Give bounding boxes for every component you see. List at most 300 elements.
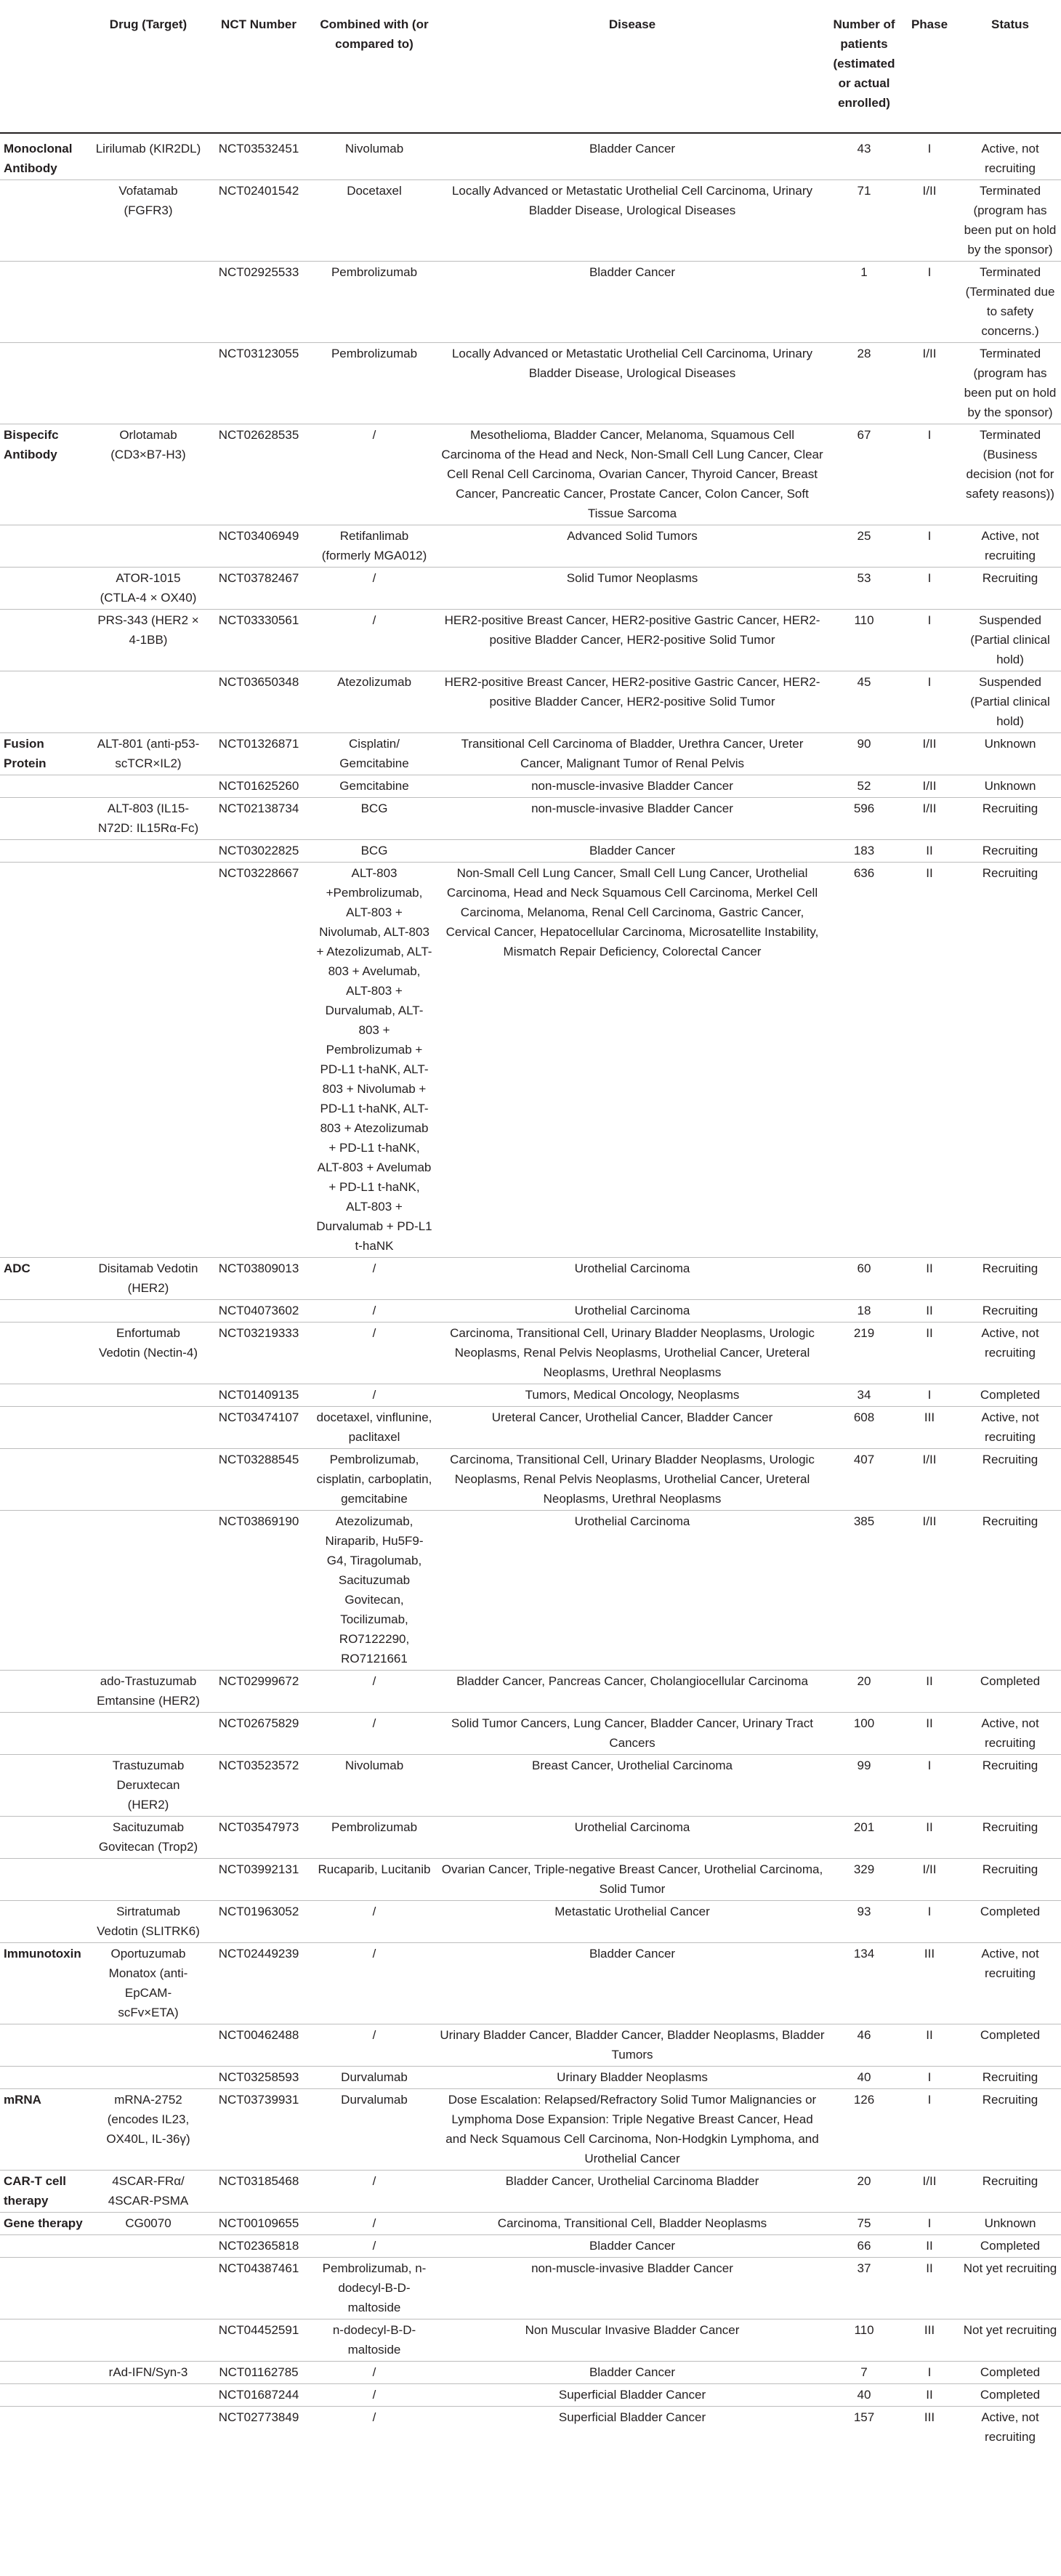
table-row bbox=[0, 2067, 1061, 2089]
category-cell bbox=[0, 1859, 92, 1901]
patients-cell: 99 bbox=[828, 1755, 900, 1817]
drug-cell bbox=[92, 2024, 205, 2067]
patients-cell: 90 bbox=[828, 733, 900, 775]
drug-cell: Vofatamab (FGFR3) bbox=[92, 180, 205, 262]
disease-cell: Locally Advanced or Metastatic Urothelial Cell Carcinoma, Urinary Bladder Disease, Urological Diseases bbox=[436, 180, 828, 262]
combined-cell: / bbox=[312, 1323, 436, 1384]
table-row bbox=[0, 2362, 1061, 2384]
nct-cell: NCT00462488 bbox=[205, 2024, 312, 2067]
disease-cell: Urinary Bladder Neoplasms bbox=[436, 2067, 828, 2089]
phase-cell: I bbox=[900, 1384, 959, 1407]
combined-cell: / bbox=[312, 1258, 436, 1300]
disease-cell: Bladder Cancer, Pancreas Cancer, Cholangiocellular Carcinoma bbox=[436, 1671, 828, 1713]
drug-cell bbox=[92, 1300, 205, 1323]
status-cell: Recruiting bbox=[959, 2067, 1061, 2089]
disease-cell: Bladder Cancer bbox=[436, 840, 828, 863]
combined-cell: Gemcitabine bbox=[312, 775, 436, 798]
patients-cell: 25 bbox=[828, 525, 900, 568]
phase-cell: I/II bbox=[900, 775, 959, 798]
table-row bbox=[0, 2319, 1061, 2362]
patients-cell: 67 bbox=[828, 424, 900, 525]
header-phase: Phase bbox=[900, 0, 959, 133]
drug-cell bbox=[92, 671, 205, 733]
status-cell: Not yet recruiting bbox=[959, 2319, 1061, 2362]
combined-cell: / bbox=[312, 568, 436, 610]
combined-cell: n-dodecyl-B-D-maltoside bbox=[312, 2319, 436, 2362]
phase-cell: III bbox=[900, 1407, 959, 1449]
drug-cell: ATOR-1015 (CTLA-4 × OX40) bbox=[92, 568, 205, 610]
drug-cell: Oportuzumab Monatox (anti-EpCAM-scFv×ETA) bbox=[92, 1943, 205, 2024]
nct-cell: NCT01409135 bbox=[205, 1384, 312, 1407]
status-cell: Completed bbox=[959, 1384, 1061, 1407]
status-cell: Recruiting bbox=[959, 1817, 1061, 1859]
phase-cell: II bbox=[900, 1817, 959, 1859]
drug-cell: Sirtratumab Vedotin (SLITRK6) bbox=[92, 1901, 205, 1943]
category-cell bbox=[0, 1817, 92, 1859]
status-cell: Active, not recruiting bbox=[959, 1407, 1061, 1449]
nct-cell: NCT01162785 bbox=[205, 2362, 312, 2384]
table-row bbox=[0, 1671, 1061, 1713]
nct-cell: NCT04073602 bbox=[205, 1300, 312, 1323]
table-row bbox=[0, 863, 1061, 1258]
patients-cell: 110 bbox=[828, 2319, 900, 2362]
table-row bbox=[0, 610, 1061, 671]
disease-cell: Superﬁcial Bladder Cancer bbox=[436, 2384, 828, 2407]
disease-cell: Bladder Cancer bbox=[436, 133, 828, 180]
drug-cell: PRS-343 (HER2 × 4-1BB) bbox=[92, 610, 205, 671]
category-cell bbox=[0, 1901, 92, 1943]
phase-cell: I bbox=[900, 424, 959, 525]
combined-cell: / bbox=[312, 2407, 436, 2449]
disease-cell: Dose Escalation: Relapsed/Refractory Solid Tumor Malignancies or Lymphoma Dose Expansion: Triple Negative Breast Cancer, Head and Neck Squamous Cell Carcinoma, Non-Hodgkin Lymphoma, and Urothelial Cancer bbox=[436, 2089, 828, 2171]
phase-cell: III bbox=[900, 1943, 959, 2024]
phase-cell: I/II bbox=[900, 1511, 959, 1671]
nct-cell: NCT03022825 bbox=[205, 840, 312, 863]
header-disease: Disease bbox=[436, 0, 828, 133]
phase-cell: I bbox=[900, 525, 959, 568]
combined-cell: Nivolumab bbox=[312, 1755, 436, 1817]
phase-cell: I bbox=[900, 2362, 959, 2384]
table-row bbox=[0, 1859, 1061, 1901]
table-row bbox=[0, 2089, 1061, 2171]
table-row bbox=[0, 1300, 1061, 1323]
nct-cell: NCT03547973 bbox=[205, 1817, 312, 1859]
combined-cell: / bbox=[312, 2235, 436, 2258]
drug-cell bbox=[92, 2235, 205, 2258]
status-cell: Completed bbox=[959, 2024, 1061, 2067]
combined-cell: / bbox=[312, 2213, 436, 2235]
nct-cell: NCT04387461 bbox=[205, 2258, 312, 2319]
table-row bbox=[0, 1449, 1061, 1511]
disease-cell: Non Muscular Invasive Bladder Cancer bbox=[436, 2319, 828, 2362]
status-cell: Terminated (Business decision (not for safety reasons)) bbox=[959, 424, 1061, 525]
table-row bbox=[0, 1755, 1061, 1817]
drug-cell: Sacituzumab Govitecan (Trop2) bbox=[92, 1817, 205, 1859]
patients-cell: 53 bbox=[828, 568, 900, 610]
category-cell: Monoclonal Antibody bbox=[0, 133, 92, 180]
table-row bbox=[0, 2384, 1061, 2407]
combined-cell: / bbox=[312, 1384, 436, 1407]
category-cell: Gene therapy bbox=[0, 2213, 92, 2235]
nct-cell: NCT02138734 bbox=[205, 798, 312, 840]
nct-cell: NCT03474107 bbox=[205, 1407, 312, 1449]
nct-cell: NCT04452591 bbox=[205, 2319, 312, 2362]
status-cell: Completed bbox=[959, 1901, 1061, 1943]
table-row bbox=[0, 180, 1061, 262]
combined-cell: / bbox=[312, 2362, 436, 2384]
table-row bbox=[0, 2407, 1061, 2449]
category-cell bbox=[0, 863, 92, 1258]
disease-cell: Bladder Cancer bbox=[436, 262, 828, 343]
disease-cell: Bladder Cancer bbox=[436, 1943, 828, 2024]
patients-cell: 596 bbox=[828, 798, 900, 840]
disease-cell: non-muscle-invasive Bladder Cancer bbox=[436, 775, 828, 798]
category-cell bbox=[0, 2235, 92, 2258]
category-cell bbox=[0, 1323, 92, 1384]
category-cell bbox=[0, 2067, 92, 2089]
category-cell bbox=[0, 1449, 92, 1511]
header-row bbox=[0, 0, 1061, 133]
combined-cell: Cisplatin/ Gemcitabine bbox=[312, 733, 436, 775]
status-cell: Recruiting bbox=[959, 863, 1061, 1258]
table-row bbox=[0, 840, 1061, 863]
table-row bbox=[0, 1323, 1061, 1384]
combined-cell: Rucaparib, Lucitanib bbox=[312, 1859, 436, 1901]
category-cell bbox=[0, 798, 92, 840]
nct-cell: NCT02628535 bbox=[205, 424, 312, 525]
status-cell: Active, not recruiting bbox=[959, 1323, 1061, 1384]
disease-cell: Superﬁcial Bladder Cancer bbox=[436, 2407, 828, 2449]
nct-cell: NCT03185468 bbox=[205, 2171, 312, 2213]
phase-cell: I bbox=[900, 1901, 959, 1943]
drug-cell: Lirilumab (KIR2DL) bbox=[92, 133, 205, 180]
combined-cell: Pembrolizumab bbox=[312, 262, 436, 343]
category-cell: ADC bbox=[0, 1258, 92, 1300]
patients-cell: 66 bbox=[828, 2235, 900, 2258]
nct-cell: NCT02773849 bbox=[205, 2407, 312, 2449]
nct-cell: NCT01625260 bbox=[205, 775, 312, 798]
drug-cell bbox=[92, 840, 205, 863]
combined-cell: BCG bbox=[312, 798, 436, 840]
table-row bbox=[0, 262, 1061, 343]
status-cell: Completed bbox=[959, 2362, 1061, 2384]
table-row bbox=[0, 133, 1061, 180]
combined-cell: Pembrolizumab, cisplatin, carboplatin, gemcitabine bbox=[312, 1449, 436, 1511]
category-cell bbox=[0, 180, 92, 262]
table-row bbox=[0, 1258, 1061, 1300]
status-cell: Terminated (program has been put on hold by the sponsor) bbox=[959, 343, 1061, 424]
table-row bbox=[0, 343, 1061, 424]
phase-cell: II bbox=[900, 863, 959, 1258]
status-cell: Active, not recruiting bbox=[959, 2407, 1061, 2449]
category-cell bbox=[0, 2362, 92, 2384]
patients-cell: 100 bbox=[828, 1713, 900, 1755]
status-cell: Active, not recruiting bbox=[959, 525, 1061, 568]
disease-cell: Urinary Bladder Cancer, Bladder Cancer, Bladder Neoplasms, Bladder Tumors bbox=[436, 2024, 828, 2067]
phase-cell: I bbox=[900, 610, 959, 671]
table-row bbox=[0, 733, 1061, 775]
disease-cell: Urothelial Carcinoma bbox=[436, 1300, 828, 1323]
phase-cell: I bbox=[900, 568, 959, 610]
disease-cell: Breast Cancer, Urothelial Carcinoma bbox=[436, 1755, 828, 1817]
patients-cell: 93 bbox=[828, 1901, 900, 1943]
nct-cell: NCT02675829 bbox=[205, 1713, 312, 1755]
patients-cell: 40 bbox=[828, 2384, 900, 2407]
phase-cell: II bbox=[900, 1713, 959, 1755]
disease-cell: Metastatic Urothelial Cancer bbox=[436, 1901, 828, 1943]
patients-cell: 157 bbox=[828, 2407, 900, 2449]
patients-cell: 608 bbox=[828, 1407, 900, 1449]
drug-cell: ado-Trastuzumab Emtansine (HER2) bbox=[92, 1671, 205, 1713]
phase-cell: I bbox=[900, 262, 959, 343]
status-cell: Recruiting bbox=[959, 2171, 1061, 2213]
nct-cell: NCT03228667 bbox=[205, 863, 312, 1258]
status-cell: Recruiting bbox=[959, 568, 1061, 610]
disease-cell: Locally Advanced or Metastatic Urothelial Cell Carcinoma, Urinary Bladder Disease, Urological Diseases bbox=[436, 343, 828, 424]
category-cell bbox=[0, 775, 92, 798]
table-row bbox=[0, 1407, 1061, 1449]
drug-cell: ALT-803 (IL15-N72D: IL15Rα-Fc) bbox=[92, 798, 205, 840]
phase-cell: III bbox=[900, 2319, 959, 2362]
category-cell bbox=[0, 2407, 92, 2449]
drug-cell bbox=[92, 2407, 205, 2449]
table-row bbox=[0, 1901, 1061, 1943]
patients-cell: 45 bbox=[828, 671, 900, 733]
category-cell bbox=[0, 2024, 92, 2067]
table-row bbox=[0, 2258, 1061, 2319]
patients-cell: 71 bbox=[828, 180, 900, 262]
combined-cell: BCG bbox=[312, 840, 436, 863]
nct-cell: NCT03406949 bbox=[205, 525, 312, 568]
category-cell bbox=[0, 840, 92, 863]
drug-cell: CG0070 bbox=[92, 2213, 205, 2235]
drug-cell bbox=[92, 1511, 205, 1671]
drug-cell: Disitamab Vedotin (HER2) bbox=[92, 1258, 205, 1300]
combined-cell: / bbox=[312, 424, 436, 525]
nct-cell: NCT00109655 bbox=[205, 2213, 312, 2235]
drug-cell bbox=[92, 2384, 205, 2407]
status-cell: Recruiting bbox=[959, 2089, 1061, 2171]
table-row bbox=[0, 2171, 1061, 2213]
patients-cell: 60 bbox=[828, 1258, 900, 1300]
combined-cell: docetaxel, vinflunine, paclitaxel bbox=[312, 1407, 436, 1449]
phase-cell: I/II bbox=[900, 1449, 959, 1511]
patients-cell: 134 bbox=[828, 1943, 900, 2024]
drug-cell bbox=[92, 2258, 205, 2319]
status-cell: Active, not recruiting bbox=[959, 1713, 1061, 1755]
nct-cell: NCT01687244 bbox=[205, 2384, 312, 2407]
drug-cell bbox=[92, 525, 205, 568]
category-cell: mRNA bbox=[0, 2089, 92, 2171]
combined-cell: Pembrolizumab bbox=[312, 1817, 436, 1859]
table-row bbox=[0, 525, 1061, 568]
nct-cell: NCT03650348 bbox=[205, 671, 312, 733]
disease-cell: Ovarian Cancer, Triple-negative Breast Cancer, Urothelial Carcinoma, Solid Tumor bbox=[436, 1859, 828, 1901]
disease-cell: Urothelial Carcinoma bbox=[436, 1817, 828, 1859]
status-cell: Unknown bbox=[959, 2213, 1061, 2235]
combined-cell: / bbox=[312, 2171, 436, 2213]
category-cell bbox=[0, 343, 92, 424]
category-cell bbox=[0, 2384, 92, 2407]
status-cell: Recruiting bbox=[959, 840, 1061, 863]
status-cell: Terminated (program has been put on hold by the sponsor) bbox=[959, 180, 1061, 262]
disease-cell: non-muscle-invasive Bladder Cancer bbox=[436, 798, 828, 840]
patients-cell: 329 bbox=[828, 1859, 900, 1901]
drug-cell: ALT-801 (anti-p53-scTCR×IL2) bbox=[92, 733, 205, 775]
combined-cell: / bbox=[312, 1901, 436, 1943]
phase-cell: I bbox=[900, 2213, 959, 2235]
patients-cell: 52 bbox=[828, 775, 900, 798]
drug-cell bbox=[92, 2067, 205, 2089]
table-row bbox=[0, 1817, 1061, 1859]
status-cell: Completed bbox=[959, 2384, 1061, 2407]
phase-cell: I bbox=[900, 133, 959, 180]
category-cell bbox=[0, 525, 92, 568]
phase-cell: II bbox=[900, 1671, 959, 1713]
nct-cell: NCT01326871 bbox=[205, 733, 312, 775]
phase-cell: I/II bbox=[900, 2171, 959, 2213]
category-cell bbox=[0, 2258, 92, 2319]
table-row bbox=[0, 1713, 1061, 1755]
phase-cell: I bbox=[900, 2067, 959, 2089]
combined-cell: Retifanlimab (formerly MGA012) bbox=[312, 525, 436, 568]
drug-cell bbox=[92, 262, 205, 343]
combined-cell: / bbox=[312, 610, 436, 671]
disease-cell: Carcinoma, Transitional Cell, Urinary Bladder Neoplasms, Urologic Neoplasms, Renal Pelvis Neoplasms, Urothelial Cancer, Ureteral Neoplasms, Urethral Neoplasms bbox=[436, 1323, 828, 1384]
phase-cell: I bbox=[900, 671, 959, 733]
status-cell: Active, not recruiting bbox=[959, 133, 1061, 180]
patients-cell: 110 bbox=[828, 610, 900, 671]
patients-cell: 20 bbox=[828, 1671, 900, 1713]
category-cell bbox=[0, 610, 92, 671]
header-status: Status bbox=[959, 0, 1061, 133]
combined-cell: Pembrolizumab bbox=[312, 343, 436, 424]
status-cell: Active, not recruiting bbox=[959, 1943, 1061, 2024]
nct-cell: NCT03739931 bbox=[205, 2089, 312, 2171]
category-cell bbox=[0, 1300, 92, 1323]
table-row bbox=[0, 2024, 1061, 2067]
phase-cell: III bbox=[900, 2407, 959, 2449]
nct-cell: NCT03123055 bbox=[205, 343, 312, 424]
nct-cell: NCT03523572 bbox=[205, 1755, 312, 1817]
nct-cell: NCT03809013 bbox=[205, 1258, 312, 1300]
table-row bbox=[0, 1943, 1061, 2024]
drug-cell: Trastuzumab Deruxtecan (HER2) bbox=[92, 1755, 205, 1817]
category-cell: CAR-T cell therapy bbox=[0, 2171, 92, 2213]
nct-cell: NCT03288545 bbox=[205, 1449, 312, 1511]
category-cell: Fusion Protein bbox=[0, 733, 92, 775]
drug-cell: rAd-IFN/Syn-3 bbox=[92, 2362, 205, 2384]
table-row bbox=[0, 1511, 1061, 1671]
status-cell: Unknown bbox=[959, 733, 1061, 775]
drug-cell bbox=[92, 1713, 205, 1755]
status-cell: Recruiting bbox=[959, 1511, 1061, 1671]
patients-cell: 407 bbox=[828, 1449, 900, 1511]
table-row bbox=[0, 2213, 1061, 2235]
header-category bbox=[0, 0, 92, 133]
phase-cell: II bbox=[900, 840, 959, 863]
combined-cell: / bbox=[312, 1671, 436, 1713]
header-drug: Drug (Target) bbox=[92, 0, 205, 133]
disease-cell: non-muscle-invasive Bladder Cancer bbox=[436, 2258, 828, 2319]
category-cell bbox=[0, 2319, 92, 2362]
nct-cell: NCT03258593 bbox=[205, 2067, 312, 2089]
category-cell: Bispecifc Antibody bbox=[0, 424, 92, 525]
drug-cell bbox=[92, 1449, 205, 1511]
drug-cell: Enfortumab Vedotin (Nectin-4) bbox=[92, 1323, 205, 1384]
status-cell: Recruiting bbox=[959, 798, 1061, 840]
nct-cell: NCT02365818 bbox=[205, 2235, 312, 2258]
patients-cell: 46 bbox=[828, 2024, 900, 2067]
nct-cell: NCT03992131 bbox=[205, 1859, 312, 1901]
disease-cell: HER2-positive Breast Cancer, HER2-positive Gastric Cancer, HER2-positive Bladder Cancer, HER2-positive Solid Tumor bbox=[436, 610, 828, 671]
disease-cell: Bladder Cancer bbox=[436, 2235, 828, 2258]
nct-cell: NCT03782467 bbox=[205, 568, 312, 610]
patients-cell: 1 bbox=[828, 262, 900, 343]
nct-cell: NCT02449239 bbox=[205, 1943, 312, 2024]
combined-cell: Atezolizumab, Niraparib, Hu5F9-G4, Tiragolumab, Sacituzumab Govitecan, Tocilizumab, RO7122290, RO7121661 bbox=[312, 1511, 436, 1671]
combined-cell: Durvalumab bbox=[312, 2089, 436, 2171]
header-combined: Combined with (or compared to) bbox=[312, 0, 436, 133]
disease-cell: Carcinoma, Transitional Cell, Bladder Neoplasms bbox=[436, 2213, 828, 2235]
phase-cell: II bbox=[900, 1258, 959, 1300]
patients-cell: 43 bbox=[828, 133, 900, 180]
phase-cell: II bbox=[900, 2235, 959, 2258]
status-cell: Recruiting bbox=[959, 1755, 1061, 1817]
category-cell bbox=[0, 1511, 92, 1671]
patients-cell: 636 bbox=[828, 863, 900, 1258]
status-cell: Suspended (Partial clinical hold) bbox=[959, 671, 1061, 733]
patients-cell: 20 bbox=[828, 2171, 900, 2213]
nct-cell: NCT02925533 bbox=[205, 262, 312, 343]
disease-cell: Bladder Cancer, Urothelial Carcinoma Bladder bbox=[436, 2171, 828, 2213]
patients-cell: 40 bbox=[828, 2067, 900, 2089]
status-cell: Recruiting bbox=[959, 1449, 1061, 1511]
patients-cell: 183 bbox=[828, 840, 900, 863]
phase-cell: I/II bbox=[900, 1859, 959, 1901]
drug-cell bbox=[92, 863, 205, 1258]
patients-cell: 34 bbox=[828, 1384, 900, 1407]
phase-cell: II bbox=[900, 1300, 959, 1323]
phase-cell: II bbox=[900, 1323, 959, 1384]
drug-cell bbox=[92, 1384, 205, 1407]
patients-cell: 75 bbox=[828, 2213, 900, 2235]
phase-cell: I/II bbox=[900, 798, 959, 840]
drug-cell bbox=[92, 1407, 205, 1449]
combined-cell: / bbox=[312, 1713, 436, 1755]
nct-cell: NCT02401542 bbox=[205, 180, 312, 262]
combined-cell: / bbox=[312, 1943, 436, 2024]
combined-cell: Pembrolizumab, n-dodecyl-B-D-maltoside bbox=[312, 2258, 436, 2319]
header-patients: Number of patients (estimated or actual enrolled) bbox=[828, 0, 900, 133]
drug-cell bbox=[92, 343, 205, 424]
status-cell: Recruiting bbox=[959, 1258, 1061, 1300]
phase-cell: II bbox=[900, 2384, 959, 2407]
phase-cell: I/II bbox=[900, 733, 959, 775]
status-cell: Completed bbox=[959, 1671, 1061, 1713]
table-row bbox=[0, 568, 1061, 610]
disease-cell: Transitional Cell Carcinoma of Bladder, Urethra Cancer, Ureter Cancer, Malignant Tumor of Renal Pelvis bbox=[436, 733, 828, 775]
disease-cell: Non-Small Cell Lung Cancer, Small Cell Lung Cancer, Urothelial Carcinoma, Head and Neck Squamous Cell Carcinoma, Merkel Cell Carcinoma, Melanoma, Renal Cell Carcinoma, Gastric Cancer, Cervical Cancer, Hepatocellular Carcinoma, Microsatellite Instability, Mismatch Repair Deficiency, Colorectal Cancer bbox=[436, 863, 828, 1258]
drug-cell bbox=[92, 2319, 205, 2362]
category-cell bbox=[0, 1384, 92, 1407]
category-cell bbox=[0, 1755, 92, 1817]
status-cell: Completed bbox=[959, 2235, 1061, 2258]
disease-cell: Urothelial Carcinoma bbox=[436, 1511, 828, 1671]
combined-cell: / bbox=[312, 1300, 436, 1323]
drug-cell: mRNA-2752 (encodes IL23, OX40L, IL-36γ) bbox=[92, 2089, 205, 2171]
disease-cell: HER2-positive Breast Cancer, HER2-positive Gastric Cancer, HER2-positive Bladder Cancer, HER2-positive Solid Tumor bbox=[436, 671, 828, 733]
